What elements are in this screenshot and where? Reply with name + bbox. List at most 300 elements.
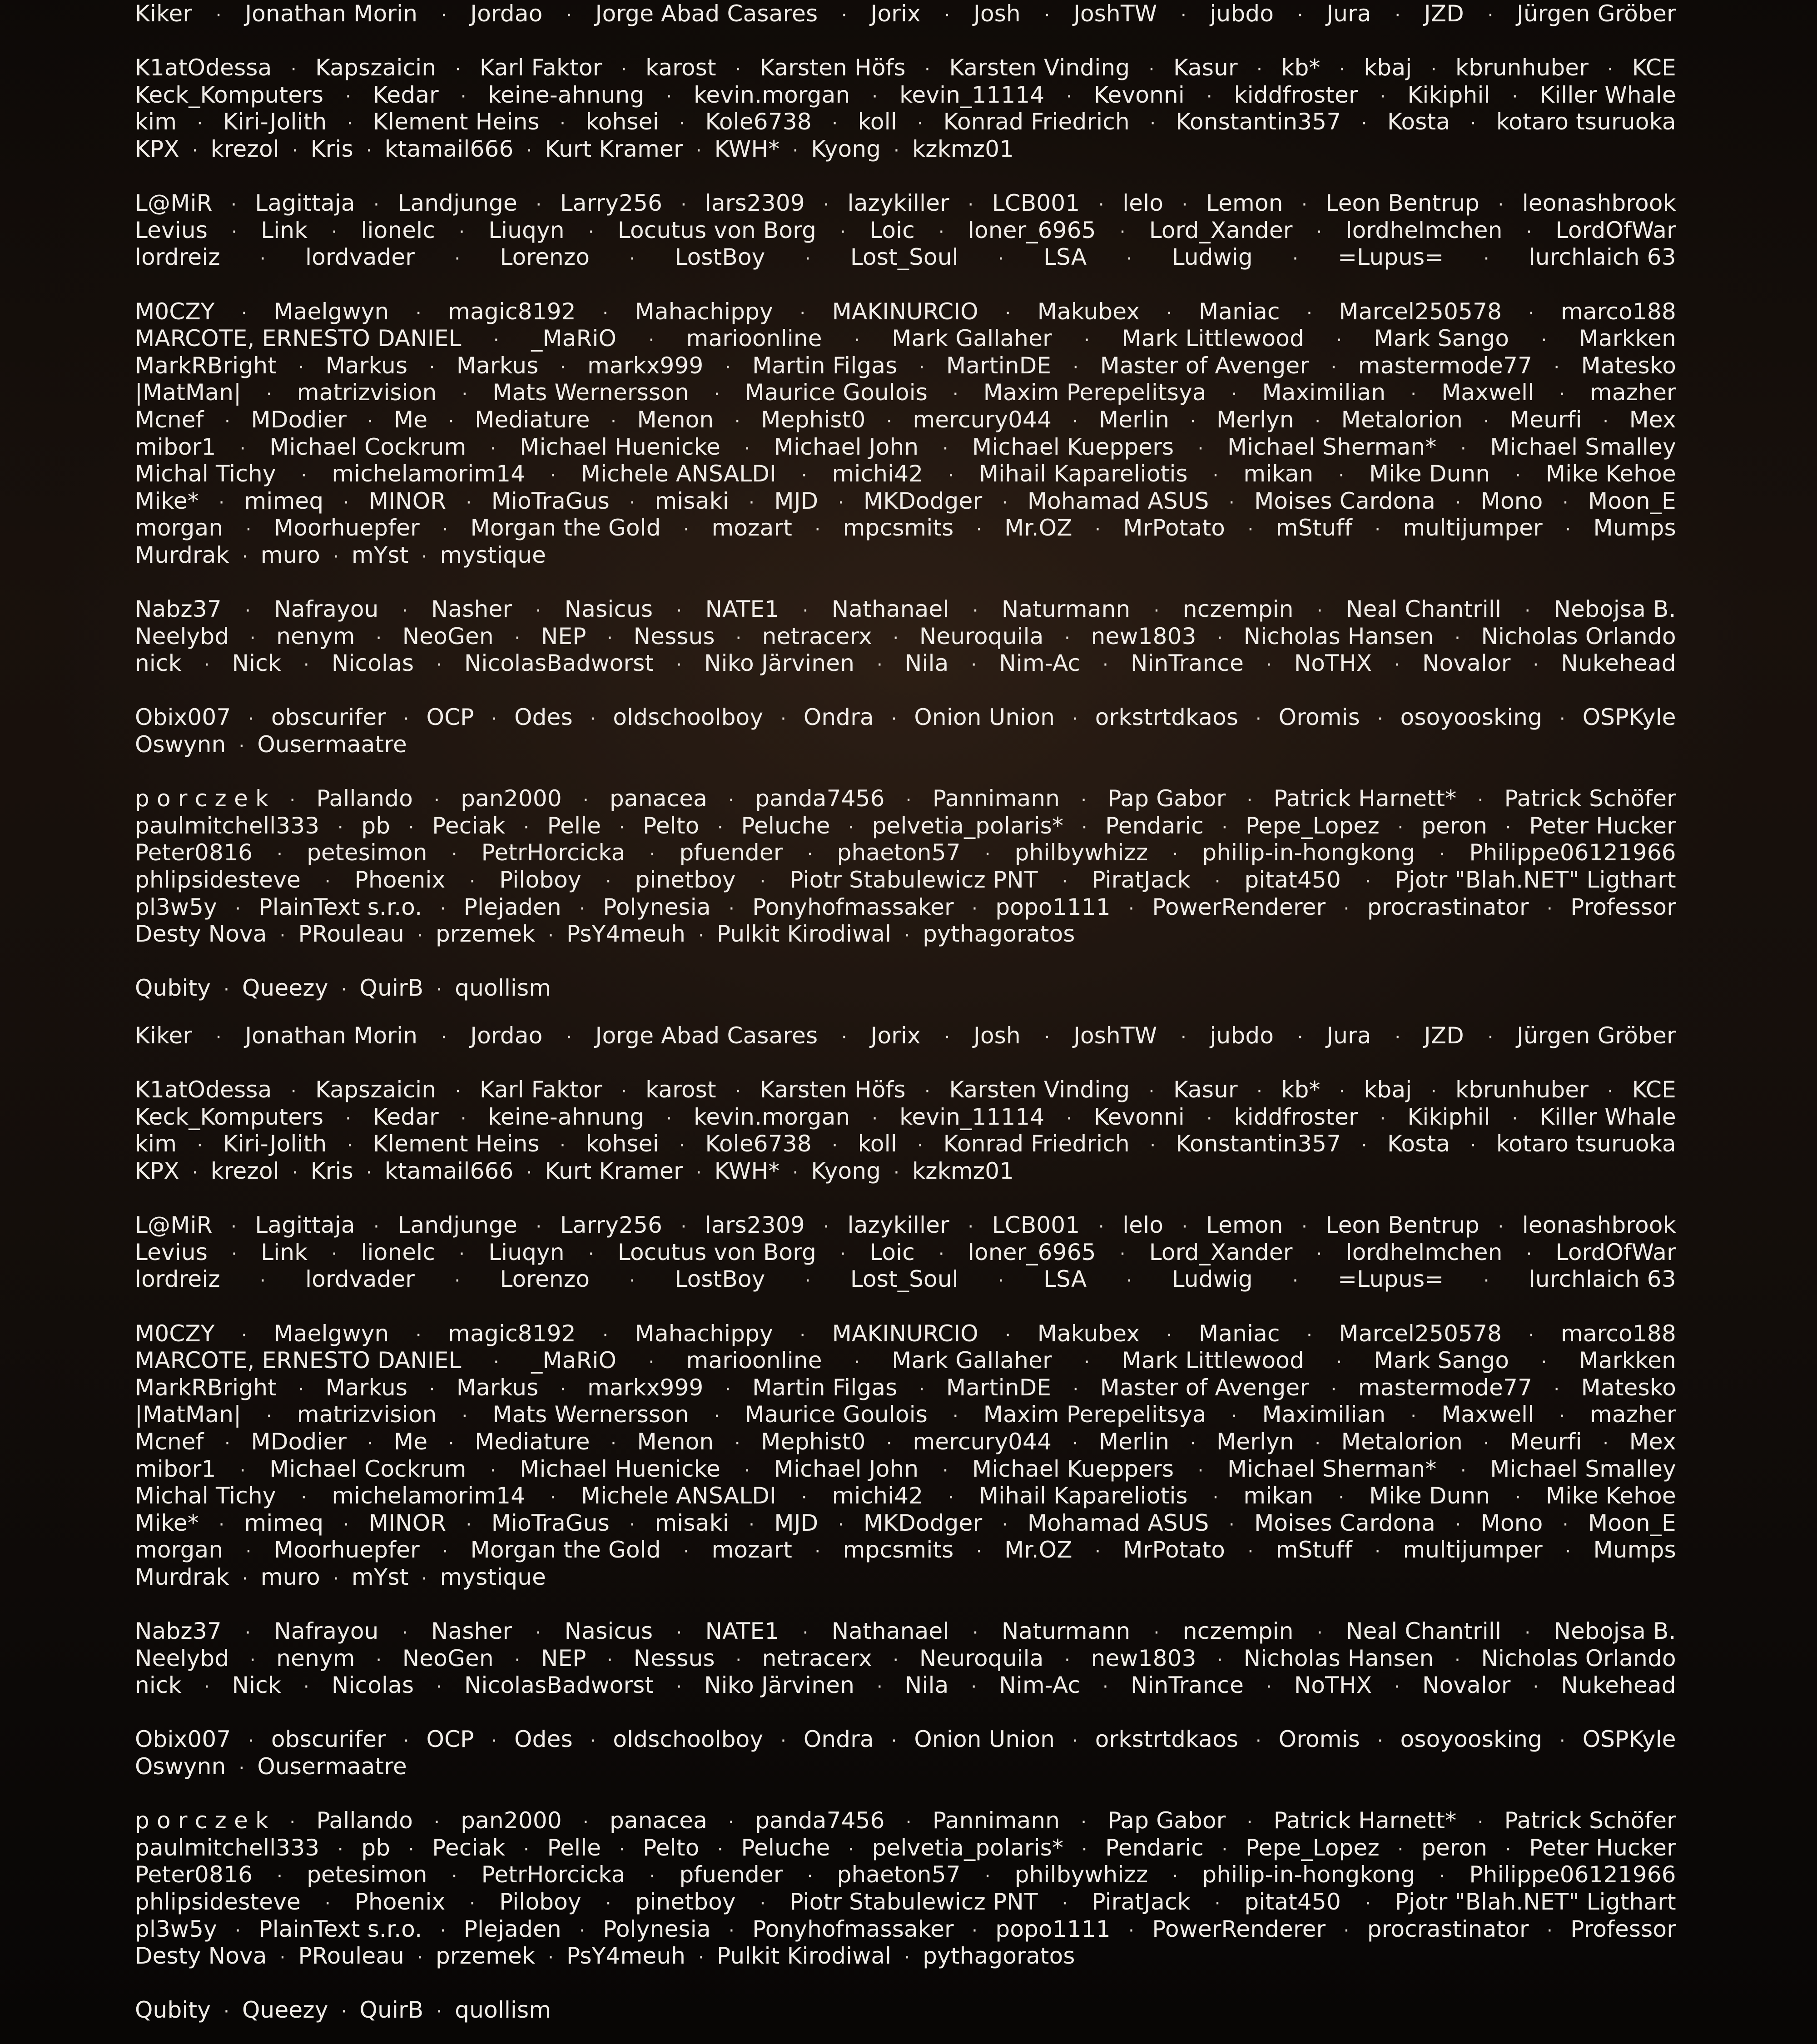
contributor-name: Oswynn bbox=[135, 731, 226, 758]
separator-dot: · bbox=[1247, 1541, 1254, 1563]
contributor-name: Nim-Ac bbox=[999, 1672, 1081, 1699]
separator-dot: · bbox=[1455, 492, 1461, 513]
credit-line bbox=[135, 488, 1676, 515]
separator-dot: · bbox=[1562, 492, 1569, 513]
separator-dot: · bbox=[1062, 1893, 1068, 1914]
contributor-name: Lost_Soul bbox=[850, 1266, 958, 1293]
separator-dot: · bbox=[1487, 5, 1494, 26]
credit-line bbox=[135, 434, 1676, 461]
contributor-name: Michal Tichy bbox=[135, 1483, 276, 1509]
contributor-name: Kasur bbox=[1173, 55, 1238, 81]
credit-group-m bbox=[135, 1320, 1676, 1591]
credit-line bbox=[135, 244, 1676, 271]
separator-dot: · bbox=[1336, 330, 1342, 351]
separator-dot: · bbox=[1607, 59, 1613, 80]
contributor-name: Pelto bbox=[643, 1834, 700, 1861]
contributor-name: L@MiR bbox=[135, 1212, 213, 1239]
contributor-name: netracerx bbox=[762, 623, 872, 650]
separator-dot: · bbox=[621, 1081, 627, 1102]
contributor-name: Maxwell bbox=[1441, 1401, 1534, 1428]
separator-dot: · bbox=[799, 1325, 806, 1346]
separator-dot: · bbox=[968, 194, 974, 216]
separator-dot: · bbox=[579, 898, 586, 919]
contributor-name: Maelgwyn bbox=[273, 1320, 389, 1347]
contributor-name: keine-ahnung bbox=[488, 1103, 645, 1130]
contributor-name: LCB001 bbox=[992, 190, 1080, 217]
credit-group-o bbox=[135, 704, 1676, 758]
separator-dot: · bbox=[1153, 600, 1160, 622]
contributor-name: NEP bbox=[541, 623, 586, 650]
separator-dot: · bbox=[1190, 1433, 1196, 1454]
contributor-name: MartinDE bbox=[946, 1374, 1052, 1401]
separator-dot: · bbox=[1316, 1243, 1322, 1265]
separator-dot: · bbox=[459, 1243, 465, 1265]
contributor-name: morgan bbox=[135, 515, 223, 541]
credits-list bbox=[135, 0, 1676, 1029]
separator-dot: · bbox=[792, 140, 799, 161]
separator-dot: · bbox=[1292, 248, 1298, 270]
contributor-name: PlainText s.r.o. bbox=[258, 893, 422, 920]
contributor-name: mpcsmits bbox=[843, 1537, 954, 1563]
contributor-name: ktamail666 bbox=[384, 135, 514, 162]
separator-dot: · bbox=[1559, 1731, 1565, 1752]
separator-dot: · bbox=[242, 546, 248, 567]
credit-line bbox=[135, 379, 1676, 407]
contributor-name: Pallando bbox=[316, 1807, 413, 1834]
contributor-name: Kosta bbox=[1387, 109, 1450, 135]
separator-dot: · bbox=[298, 357, 304, 378]
contributor-name: MarkRBright bbox=[135, 352, 277, 379]
contributor-name: Metalorion bbox=[1341, 1428, 1463, 1455]
separator-dot: · bbox=[1607, 1081, 1613, 1102]
contributor-name: Karsten Vinding bbox=[949, 1077, 1130, 1103]
separator-dot: · bbox=[1084, 1352, 1090, 1373]
credit-line bbox=[135, 1997, 1676, 2024]
contributor-name: Onion Union bbox=[914, 704, 1055, 731]
contributor-name: LSA bbox=[1043, 1266, 1087, 1293]
separator-dot: · bbox=[1526, 221, 1532, 243]
contributor-name: mStuff bbox=[1276, 515, 1352, 541]
contributor-name: markx999 bbox=[587, 1374, 704, 1401]
separator-dot: · bbox=[1081, 1812, 1087, 1833]
contributor-name: PiratJack bbox=[1092, 1889, 1191, 1915]
separator-dot: · bbox=[976, 1541, 982, 1563]
separator-dot: · bbox=[1072, 1433, 1078, 1454]
contributor-name: Menon bbox=[637, 1428, 714, 1455]
contributor-name: Lemon bbox=[1206, 1212, 1283, 1239]
contributor-name: Phoenix bbox=[354, 1889, 446, 1915]
separator-dot: · bbox=[1197, 1460, 1204, 1481]
separator-dot: · bbox=[676, 655, 682, 676]
separator-dot: · bbox=[460, 1108, 467, 1129]
contributor-name: pb bbox=[361, 812, 391, 839]
separator-dot: · bbox=[840, 1243, 846, 1265]
contributor-name: KPX bbox=[135, 135, 179, 162]
contributor-name: panacea bbox=[610, 1807, 708, 1834]
contributor-name: lurchlaich 63 bbox=[1529, 1266, 1676, 1293]
separator-dot: · bbox=[605, 871, 611, 892]
contributor-name: Piotr Stabulewicz PNT bbox=[789, 867, 1038, 893]
contributor-name: Mohamad ASUS bbox=[1027, 487, 1209, 514]
contributor-name: Kyong bbox=[811, 1157, 881, 1184]
contributor-name: p o r c z e k bbox=[135, 785, 269, 812]
contributor-name: paulmitchell333 bbox=[135, 812, 320, 839]
contributor-name: MARCOTE, ERNESTO DANIEL bbox=[135, 325, 462, 352]
contributor-name: Nasicus bbox=[564, 596, 653, 623]
separator-dot: · bbox=[972, 1920, 978, 1941]
separator-dot: · bbox=[266, 1406, 272, 1427]
contributor-name: Mcnef bbox=[135, 406, 204, 433]
separator-dot: · bbox=[215, 5, 222, 26]
contributor-name: michelamorim14 bbox=[332, 1483, 526, 1509]
separator-dot: · bbox=[560, 357, 566, 378]
separator-dot: · bbox=[1098, 194, 1104, 216]
credit-group-l bbox=[135, 1212, 1676, 1293]
contributor-name: pfuender bbox=[679, 839, 783, 866]
contributor-name: mercury044 bbox=[913, 1428, 1052, 1455]
credit-line bbox=[135, 731, 1676, 759]
separator-dot: · bbox=[235, 1920, 241, 1941]
separator-dot: · bbox=[1247, 519, 1254, 541]
separator-dot: · bbox=[242, 1568, 248, 1589]
contributor-name: Jorge Abad Casares bbox=[595, 1022, 818, 1049]
contributor-name: Lemon bbox=[1206, 190, 1283, 217]
separator-dot: · bbox=[440, 1920, 446, 1941]
contributor-name: karost bbox=[645, 55, 716, 81]
separator-dot: · bbox=[894, 140, 900, 161]
credit-line bbox=[135, 1456, 1676, 1483]
contributor-name: Niko Järvinen bbox=[704, 650, 855, 677]
separator-dot: · bbox=[566, 5, 572, 26]
contributor-name: Nessus bbox=[633, 1645, 715, 1672]
contributor-name: Kasur bbox=[1173, 1077, 1238, 1103]
contributor-name: kb* bbox=[1281, 1077, 1321, 1103]
separator-dot: · bbox=[823, 194, 829, 216]
contributor-name: Nicolas bbox=[331, 1672, 414, 1699]
separator-dot: · bbox=[1533, 1677, 1539, 1698]
contributor-name: muro bbox=[260, 541, 320, 568]
separator-dot: · bbox=[1487, 1027, 1494, 1048]
credit-line bbox=[135, 1374, 1676, 1402]
separator-dot: · bbox=[948, 465, 954, 486]
contributor-name: mikan bbox=[1243, 1483, 1314, 1509]
credit-line bbox=[135, 1131, 1676, 1158]
contributor-name: Nebojsa B. bbox=[1554, 596, 1676, 623]
credit-line bbox=[135, 1807, 1676, 1835]
separator-dot: · bbox=[415, 303, 422, 324]
contributor-name: Pulkit Kirodiwal bbox=[717, 1943, 892, 1970]
contributor-name: Queezy bbox=[242, 975, 328, 1002]
separator-dot: · bbox=[832, 1135, 838, 1156]
contributor-name: NinTrance bbox=[1130, 650, 1244, 677]
separator-dot: · bbox=[893, 1649, 899, 1671]
separator-dot: · bbox=[695, 140, 702, 161]
contributor-name: Merlin bbox=[1098, 406, 1170, 433]
contributor-name: Konstantin357 bbox=[1176, 109, 1341, 135]
separator-dot: · bbox=[231, 1243, 238, 1265]
contributor-name: LostBoy bbox=[675, 244, 765, 271]
separator-dot: · bbox=[550, 1487, 556, 1508]
contributor-name: mYst bbox=[351, 1563, 409, 1590]
contributor-name: quollism bbox=[455, 1997, 551, 2024]
separator-dot: · bbox=[238, 736, 245, 757]
contributor-name: Liuqyn bbox=[488, 1239, 565, 1265]
separator-dot: · bbox=[1128, 1920, 1135, 1941]
contributor-name: Patrick Schöfer bbox=[1504, 785, 1676, 812]
contributor-name: petesimon bbox=[307, 1861, 427, 1888]
contributor-name: Oromis bbox=[1278, 1726, 1360, 1753]
separator-dot: · bbox=[1306, 303, 1313, 324]
contributor-name: Markken bbox=[1579, 325, 1676, 352]
separator-dot: · bbox=[277, 1866, 283, 1887]
contributor-name: Meurfi bbox=[1509, 406, 1582, 433]
contributor-name: Nim-Ac bbox=[999, 650, 1081, 677]
contributor-name: marco188 bbox=[1561, 1320, 1676, 1347]
separator-dot: · bbox=[1512, 1108, 1518, 1129]
separator-dot: · bbox=[341, 2001, 347, 2023]
credit-line bbox=[135, 1266, 1676, 1293]
contributor-name: Kikiphil bbox=[1407, 1103, 1490, 1130]
separator-dot: · bbox=[1336, 1352, 1342, 1373]
contributor-name: lars2309 bbox=[705, 190, 805, 217]
separator-dot: · bbox=[514, 627, 521, 649]
contributor-name: Michael Sherman* bbox=[1227, 433, 1437, 460]
contributor-name: LordOfWar bbox=[1555, 217, 1676, 243]
contributor-name: nczempin bbox=[1182, 1618, 1294, 1645]
contributor-name: _MaRiO bbox=[531, 325, 617, 352]
contributor-name: mimeq bbox=[244, 1509, 324, 1536]
separator-dot: · bbox=[1315, 411, 1321, 432]
contributor-name: netracerx bbox=[762, 1645, 872, 1672]
separator-dot: · bbox=[1483, 411, 1489, 432]
credit-line bbox=[135, 217, 1676, 244]
contributor-name: koll bbox=[858, 109, 897, 135]
contributor-name: mpcsmits bbox=[843, 515, 954, 541]
separator-dot: · bbox=[1172, 844, 1178, 865]
separator-dot: · bbox=[602, 1325, 609, 1346]
separator-dot: · bbox=[1150, 113, 1156, 134]
separator-dot: · bbox=[1460, 438, 1466, 459]
separator-dot: · bbox=[1554, 357, 1560, 378]
separator-dot: · bbox=[235, 898, 241, 919]
separator-dot: · bbox=[1316, 1622, 1323, 1644]
contributor-name: jubdo bbox=[1210, 1022, 1274, 1049]
contributor-name: Karl Faktor bbox=[479, 55, 602, 81]
contributor-name: MKDodger bbox=[863, 487, 983, 514]
separator-dot: · bbox=[324, 1893, 331, 1914]
contributor-name: Polynesia bbox=[603, 893, 711, 920]
separator-dot: · bbox=[1256, 1731, 1261, 1752]
separator-dot: · bbox=[1512, 86, 1518, 107]
separator-dot: · bbox=[429, 1379, 435, 1400]
contributor-name: PowerRenderer bbox=[1152, 893, 1326, 920]
separator-dot: · bbox=[1365, 871, 1371, 892]
contributor-name: Pannimann bbox=[932, 1807, 1060, 1834]
contributor-name: Mihail Kapareliotis bbox=[978, 1483, 1188, 1509]
contributor-name: Jordao bbox=[470, 0, 543, 27]
contributor-name: Michael Smalley bbox=[1490, 1455, 1676, 1482]
separator-dot: · bbox=[629, 1270, 635, 1292]
contributor-name: |MatMan| bbox=[135, 379, 242, 406]
separator-dot: · bbox=[1410, 1406, 1417, 1427]
contributor-name: Konstantin357 bbox=[1176, 1131, 1341, 1157]
contributor-name: Polynesia bbox=[603, 1915, 711, 1942]
contributor-name: Makubex bbox=[1037, 1320, 1140, 1347]
contributor-name: Mike Kehoe bbox=[1545, 461, 1676, 487]
separator-dot: · bbox=[1524, 600, 1531, 622]
separator-dot: · bbox=[1380, 86, 1386, 107]
separator-dot: · bbox=[1297, 1027, 1303, 1048]
contributor-name: MKDodger bbox=[863, 1509, 983, 1536]
contributor-name: Leon Bentrup bbox=[1326, 1212, 1480, 1239]
separator-dot: · bbox=[1483, 1433, 1489, 1454]
contributor-name: MAKINURCIO bbox=[832, 1320, 978, 1347]
contributor-name: LSA bbox=[1043, 244, 1087, 271]
separator-dot: · bbox=[434, 1812, 440, 1833]
contributor-name: Moon_E bbox=[1588, 487, 1676, 514]
separator-dot: · bbox=[1095, 519, 1101, 541]
contributor-name: Michael Kueppers bbox=[972, 1455, 1174, 1482]
separator-dot: · bbox=[676, 1622, 682, 1644]
credit-line bbox=[135, 515, 1676, 542]
credit-group-l bbox=[135, 190, 1676, 271]
contributor-name: KWH* bbox=[714, 1157, 780, 1184]
contributor-name: Nicholas Hansen bbox=[1243, 1645, 1434, 1672]
contributor-name: phaeton57 bbox=[837, 839, 961, 866]
contributor-name: kotaro tsuruoka bbox=[1496, 109, 1676, 135]
separator-dot: · bbox=[695, 1162, 702, 1183]
separator-dot: · bbox=[1377, 709, 1383, 730]
contributor-name: Murdrak bbox=[135, 1563, 229, 1590]
separator-dot: · bbox=[1559, 1406, 1565, 1427]
separator-dot: · bbox=[448, 1433, 454, 1454]
credit-line bbox=[135, 623, 1676, 650]
contributor-name: MarkRBright bbox=[135, 1374, 277, 1401]
separator-dot: · bbox=[215, 1027, 222, 1048]
contributor-name: Mark Littlewood bbox=[1122, 325, 1305, 352]
separator-dot: · bbox=[224, 411, 231, 432]
separator-dot: · bbox=[491, 1731, 497, 1752]
contributor-name: krezol bbox=[210, 1157, 279, 1184]
contributor-name: Philippe06121966 bbox=[1469, 839, 1676, 866]
separator-dot: · bbox=[649, 844, 655, 865]
contributor-name: phlipsidesteve bbox=[135, 867, 301, 893]
credit-line bbox=[135, 1753, 1676, 1781]
contributor-name: Ondra bbox=[803, 704, 874, 731]
separator-dot: · bbox=[1483, 1270, 1489, 1292]
separator-dot: · bbox=[1395, 1027, 1401, 1048]
separator-dot: · bbox=[442, 519, 448, 541]
separator-dot: · bbox=[560, 1135, 566, 1156]
contributor-name: krezol bbox=[210, 135, 279, 162]
separator-dot: · bbox=[550, 465, 556, 486]
separator-dot: · bbox=[984, 1866, 991, 1887]
separator-dot: · bbox=[1361, 1135, 1367, 1156]
separator-dot: · bbox=[290, 59, 297, 80]
contributor-name: mozart bbox=[711, 515, 793, 541]
contributor-name: obscurifer bbox=[271, 1726, 386, 1753]
contributor-name: philip-in-hongkong bbox=[1202, 1861, 1415, 1888]
contributor-name: _MaRiO bbox=[531, 1347, 617, 1374]
separator-dot: · bbox=[886, 1433, 892, 1454]
separator-dot: · bbox=[451, 1866, 457, 1887]
separator-dot: · bbox=[1338, 1487, 1345, 1508]
separator-dot: · bbox=[1316, 600, 1323, 622]
contributor-name: Nicholas Orlando bbox=[1481, 1645, 1676, 1672]
credit-line bbox=[135, 1618, 1676, 1645]
separator-dot: · bbox=[347, 1135, 353, 1156]
contributor-name: kbrunhuber bbox=[1455, 55, 1589, 81]
contributor-name: Me bbox=[394, 1428, 428, 1455]
contributor-name: Link bbox=[261, 1239, 308, 1265]
separator-dot: · bbox=[218, 492, 225, 513]
separator-dot: · bbox=[590, 1731, 596, 1752]
separator-dot: · bbox=[1455, 1649, 1461, 1671]
separator-dot: · bbox=[735, 627, 742, 649]
separator-dot: · bbox=[1166, 1325, 1172, 1346]
separator-dot: · bbox=[904, 925, 910, 947]
separator-dot: · bbox=[526, 140, 532, 161]
separator-dot: · bbox=[1439, 1866, 1445, 1887]
contributor-name: kbaj bbox=[1364, 55, 1412, 81]
contributor-name: Morgan the Gold bbox=[470, 515, 661, 541]
contributor-name: NoTHX bbox=[1294, 1672, 1372, 1699]
separator-dot: · bbox=[331, 1243, 338, 1265]
contributor-name: Josh bbox=[973, 1022, 1021, 1049]
separator-dot: · bbox=[802, 1622, 809, 1644]
separator-dot: · bbox=[683, 1541, 690, 1563]
separator-dot: · bbox=[454, 248, 461, 270]
separator-dot: · bbox=[854, 330, 860, 351]
credit-group-q bbox=[135, 1997, 1676, 2024]
separator-dot: · bbox=[971, 1677, 977, 1698]
contributor-name: mibor1 bbox=[135, 433, 216, 460]
contributor-name: procrastinator bbox=[1367, 1915, 1529, 1942]
separator-dot: · bbox=[462, 384, 468, 405]
contributor-name: MioTraGus bbox=[491, 1509, 610, 1536]
contributor-name: K1atOdessa bbox=[135, 1077, 272, 1103]
contributor-name: Matesko bbox=[1581, 1374, 1676, 1401]
separator-dot: · bbox=[1266, 655, 1272, 676]
contributor-name: markx999 bbox=[587, 352, 704, 379]
contributor-name: Mike* bbox=[135, 487, 199, 514]
contributor-name: Kedar bbox=[372, 81, 439, 108]
contributor-name: Peciak bbox=[432, 1834, 506, 1861]
separator-dot: · bbox=[1231, 1406, 1237, 1427]
separator-dot: · bbox=[1246, 790, 1253, 811]
credit-group-p bbox=[135, 785, 1676, 948]
contributor-name: Mark Sango bbox=[1374, 325, 1509, 352]
credit-line bbox=[135, 1943, 1676, 1970]
contributor-name: Michael Kueppers bbox=[972, 433, 1174, 460]
separator-dot: · bbox=[303, 1677, 309, 1698]
contributor-name: Landjunge bbox=[397, 1212, 517, 1239]
separator-dot: · bbox=[918, 1379, 925, 1400]
contributor-name: mystique bbox=[440, 541, 546, 568]
contributor-name: Kevonni bbox=[1094, 81, 1185, 108]
credit-line bbox=[135, 1510, 1676, 1537]
contributor-name: kohsei bbox=[586, 1131, 659, 1157]
contributor-name: Mcnef bbox=[135, 1428, 204, 1455]
contributor-name: philip-in-hongkong bbox=[1202, 839, 1415, 866]
separator-dot: · bbox=[1377, 1731, 1383, 1752]
contributor-name: Jura bbox=[1326, 0, 1371, 27]
separator-dot: · bbox=[277, 844, 283, 865]
separator-dot: · bbox=[421, 546, 427, 567]
contributor-name: JZD bbox=[1424, 1022, 1464, 1049]
separator-dot: · bbox=[337, 1839, 343, 1860]
separator-dot: · bbox=[1380, 1108, 1386, 1129]
